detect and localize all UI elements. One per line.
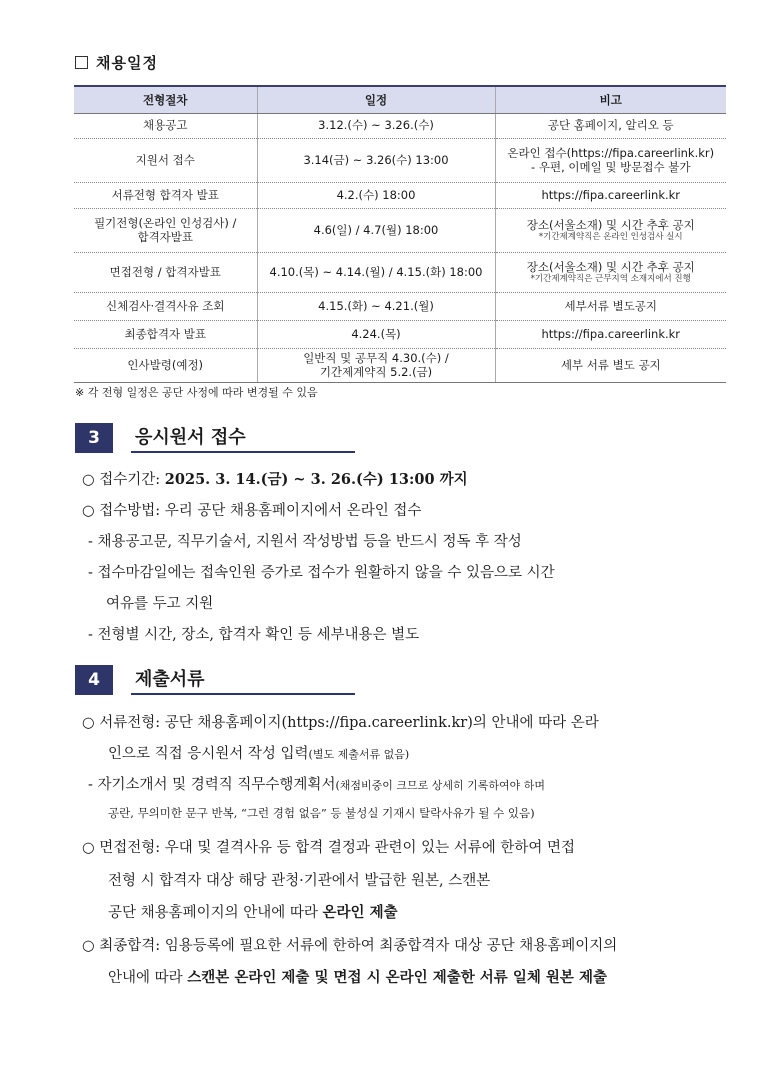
row-date: 4.24.(목) (257, 321, 495, 349)
row-step: 면접전형 / 합격자발표 (74, 253, 257, 293)
doc-text: - 자기소개서 및 경력직 직무수행계획서 (88, 777, 336, 793)
row-step: 최종합격자 발표 (74, 321, 257, 349)
bullet-line: - 채용공고문, 직무기술서, 지원서 작성방법 등을 반드시 정독 후 작성 (88, 534, 522, 550)
schedule-heading (75, 52, 158, 73)
table-row (74, 114, 726, 139)
step-line: 필기전형(온라인 인성검사) / (94, 215, 237, 230)
section-title: 응시원서 접수 (131, 423, 355, 453)
schedule-table (74, 85, 726, 383)
note-small: *기간제계약직은 온라인 인성검사 실시 (538, 232, 683, 243)
section-number: 4 (75, 665, 113, 695)
row-note: 공단 홈페이지, 알리오 등 (495, 114, 726, 139)
doc-line (108, 742, 409, 763)
row-step: 신체검사·결격사유 조회 (74, 293, 257, 321)
row-date: 4.6(일) / 4.7(월) 18:00 (257, 209, 495, 253)
schedule-footnote: ※ 각 전형 일정은 공단 사정에 따라 변경될 수 있음 (75, 386, 318, 399)
doc-text: 공단 채용홈페이지의 안내에 따라 (108, 905, 323, 921)
row-date: 3.12.(수) ~ 3.26.(수) (257, 114, 495, 139)
row-step: 인사발령(예정) (74, 349, 257, 383)
doc-line (108, 901, 398, 922)
note-line: 장소(서울소재) 및 시간 추후 공지 (526, 217, 695, 232)
doc-bold-text: 스캔본 온라인 제출 및 면접 시 온라인 제출한 서류 일체 원본 제출 (187, 969, 607, 986)
date-line: 기간제계약직 5.2.(금) (319, 364, 433, 379)
row-note: 세부서류 별도공지 (495, 293, 726, 321)
schedule-title: 채용일정 (96, 54, 158, 72)
row-date: 3.14(금) ~ 3.26(수) 13:00 (257, 139, 495, 183)
row-step (74, 209, 257, 253)
table-header-row (74, 86, 726, 114)
doc-text: 인으로 직접 응시원서 작성 입력 (108, 746, 309, 762)
section-title: 제출서류 (131, 665, 355, 695)
checkbox-icon (75, 56, 88, 69)
row-step: 지원서 접수 (74, 139, 257, 183)
row-date (257, 349, 495, 383)
doc-line: 공란, 무의미한 문구 반복, “그런 경험 없음” 등 불성실 기재시 탈락사유가 될 수 있음) (108, 806, 535, 820)
note-small: *기간제계약직은 근무지역 소재지에서 진행 (530, 274, 691, 285)
table-row (74, 349, 726, 383)
doc-text: 안내에 따라 (108, 970, 188, 986)
doc-line: 전형 시 합격자 대상 해당 관청·기관에서 발급한 원본, 스캔본 (108, 873, 491, 889)
doc-line: ○ 서류전형: 공단 채용홈페이지(https://fipa.careerlink.kr)의 안내에 따라 온라 (82, 715, 599, 731)
period-value: 2025. 3. 14.(금) ~ 3. 26.(수) 13:00 까지 (164, 471, 468, 488)
row-step: 채용공고 (74, 114, 257, 139)
row-date: 4.2.(수) 18:00 (257, 183, 495, 209)
table-row (74, 293, 726, 321)
bullet-line: - 전형별 시간, 장소, 합격자 확인 등 세부내용은 별도 (88, 627, 420, 643)
section-3-header (75, 423, 355, 453)
doc-bold-text: 온라인 제출 (322, 904, 398, 921)
table-row (74, 139, 726, 183)
date-line: 일반직 및 공무직 4.30.(수) / (303, 350, 449, 365)
row-step: 서류전형 합격자 발표 (74, 183, 257, 209)
bullet-line: - 접수마감일에는 접속인원 증가로 접수가 원활하지 않을 수 있음으로 시간 (88, 565, 555, 581)
row-note: https://fipa.careerlink.kr (495, 321, 726, 349)
row-note (495, 209, 726, 253)
table-row (74, 183, 726, 209)
doc-line (88, 773, 545, 794)
row-note (495, 253, 726, 293)
row-note: https://fipa.careerlink.kr (495, 183, 726, 209)
table-row (74, 321, 726, 349)
section-4-header (75, 665, 355, 695)
header-date: 일정 (257, 86, 495, 114)
table-row (74, 209, 726, 253)
bullet-line-continued: 여유를 두고 지원 (106, 596, 214, 612)
doc-small-text: (별도 제출서류 없음) (308, 748, 410, 761)
step-line: 합격자발표 (137, 229, 194, 244)
row-note: 세부 서류 별도 공지 (495, 349, 726, 383)
doc-line: ○ 면접전형: 우대 및 결격사유 등 합격 결정과 관련이 있는 서류에 한하여 면접 (82, 840, 576, 856)
note-line: 장소(서울소재) 및 시간 추후 공지 (526, 259, 695, 274)
doc-small-text: (채점비중이 크므로 상세히 기록하여야 하며 (335, 779, 545, 792)
table-row (74, 253, 726, 293)
doc-line (108, 966, 607, 987)
note-line: 온라인 접수(https://fipa.careerlink.kr) (507, 145, 715, 160)
section-number: 3 (75, 423, 113, 453)
period-label: ○ 접수기간: (82, 472, 165, 488)
header-step: 전형절차 (74, 86, 257, 114)
row-date: 4.15.(화) ~ 4.21.(월) (257, 293, 495, 321)
period-line (82, 468, 468, 489)
row-date: 4.10.(목) ~ 4.14.(월) / 4.15.(화) 18:00 (257, 253, 495, 293)
note-line: - 우편, 이메일 및 방문접수 불가 (531, 159, 691, 174)
method-line: ○ 접수방법: 우리 공단 채용홈페이지에서 온라인 접수 (82, 503, 422, 519)
row-note (495, 139, 726, 183)
header-note: 비고 (495, 86, 726, 114)
doc-line: ○ 최종합격: 임용등록에 필요한 서류에 한하여 최종합격자 대상 공단 채용홈페이지의 (82, 938, 618, 954)
